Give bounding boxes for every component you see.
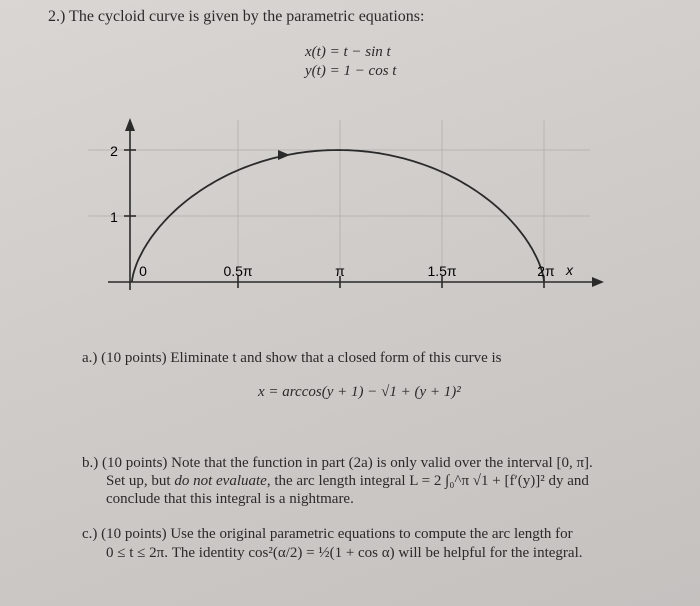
y-axis-arrow	[125, 118, 135, 131]
part-b-line-3: conclude that this integral is a nightmare.	[106, 491, 354, 507]
part-a-prompt: a.) (10 points) Eliminate t and show that a closed form of this curve is	[82, 350, 502, 366]
y-tick-label-1: 1	[110, 209, 118, 225]
x-tick-label-pi: π	[335, 263, 345, 279]
y-tick-label-2: 2	[110, 143, 118, 159]
part-a-formula: x = arccos(y + 1) − √1 + (y + 1)²	[258, 384, 461, 400]
part-b-line-2-start: Set up, but	[106, 473, 175, 489]
x-axis-label: x	[566, 262, 573, 278]
x-tick-label-1-5-pi: 1.5π	[427, 263, 457, 279]
part-c-line-1: c.) (10 points) Use the original parametric equations to compute the arc length for	[82, 526, 573, 542]
x-tick-label-2-pi: 2π	[537, 263, 555, 279]
direction-arrow	[278, 150, 290, 160]
equation-x: x(t) = t − sin t	[305, 44, 391, 60]
part-c-line-2: 0 ≤ t ≤ 2π. The identity cos²(α/2) = ½(1 + cos α) will be helpful for the integral.	[106, 545, 583, 561]
origin-label: 0	[139, 263, 147, 279]
x-tick-label-half-pi: 0.5π	[223, 263, 253, 279]
part-b-line-2	[106, 473, 589, 490]
grid	[88, 120, 590, 282]
x-axis-arrow	[592, 277, 604, 287]
part-b-line-1: b.) (10 points) Note that the function in part (2a) is only valid over the interval [0, π].	[82, 455, 593, 471]
part-b-line-2-end: , the arc length integral L = 2 ∫₀^π √1 + [f′(y)]² dy and	[266, 473, 589, 489]
question-header: 2.) The cycloid curve is given by the parametric equations:	[48, 8, 425, 25]
part-b-emphasis: do not evaluate	[174, 473, 267, 489]
equation-y: y(t) = 1 − cos t	[305, 63, 397, 79]
